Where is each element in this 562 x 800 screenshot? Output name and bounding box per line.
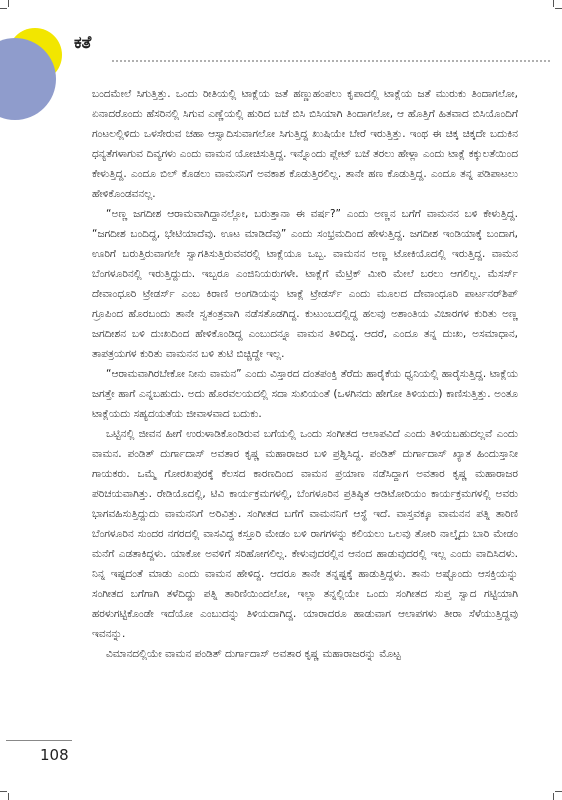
paragraph: “ಅಣ್ಣ ಜಗದೀಶ ಆರಾಮವಾಗಿದ್ದಾನಲ್ಲೋ, ಬರುತ್ತಾನಾ ಈ ವರ್ಷ?” ಎಂದು ಅಣ್ಣನ ಬಗೆಗೆ ವಾಮನನ ಬಳಿ ಕೇಳುತ್ತಿದ್ದ. “ಜಗದೀಶ ಬಂದಿದ್ದ, ಭೇಟಿಯಾದೆವು. ಊಟ ಮಾಡಿದೆವು” ಎಂದು ಸಂಭ್ರಮದಿಂದ ಹೇಳುತ್ತಿದ್ದ. ಜಗದೀಶ ಇಂಡಿಯಾಕ್ಕೆ ಬಂದಾಗ, ಊರಿಗೆ ಬರುತ್ತಿರುವಾಗಲೇ ಸ್ವಾಗತಿಸುತ್ತಿರುವವರಲ್ಲಿ ಟಾಕ್ಲೆಯೂ ಒಬ್ಬ. ವಾಮನನ ಅಣ್ಣ ಟೋಕಿಯೊದಲ್ಲಿ ಇರುತ್ತಿದ್ದ. ವಾಮನ ಬೆಂಗಳೂರಿನಲ್ಲಿ ಇರುತ್ತಿದ್ದುದು. ಇಬ್ಬರೂ ಎಂಜಿನಿಯರುಗಳೇ. ಟಾಕ್ಲೆಗೆ ಮೆಟ್ರಿಕ್ ಮೀರಿ ಮೇಲೆ ಬರಲು ಆಗಲಿಲ್ಲ. ಮೆಸರ್ಸ್ ದೇವಾಂಧೂರಿ ಟ್ರೇಡರ್ಸ್ ಎಂಬ ಕಿರಾಣಿ ಅಂಗಡಿಯನ್ನು ಟಾಕ್ಲೆ ಟ್ರೇಡರ್ಸ್ ಎಂದು ಮೂಲದ ದೇವಾಂಧೂರಿ ಪಾರ್ಟನರ್‌ಶಿಪ್ ಗ್ರೂಪಿಂದ ಹೊರಬಂದು ತಾನೇ ಸ್ವತಂತ್ರವಾಗಿ ನಡೆಸತೊಡಗಿದ್ದ. ಕುಟುಂಬದಲ್ಲಿದ್ದ ಹಲವು ಅಶಾಂತಿಯ ವಿಚಾರಗಳ ಕುರಿತು ಅಣ್ಣ ಜಗದೀಶನ ಬಳಿ ದುಃಖದಿಂದ ಹೇಳಿಕೊಂಡಿದ್ದ ಎಂಬುದನ್ನೂ ವಾಮನ ತಿಳಿದಿದ್ದ. ಆದರೆ, ಎಂದೂ ತನ್ನ ದುಃಖ, ಅಸಮಾಧಾನ, ತಾಪತ್ರಯಗಳ ಕುರಿತು ವಾಮನನ ಬಳಿ ತುಟಿ ಬಿಚ್ಚಿದ್ದೇ ಇಲ್ಲ. [92, 208, 518, 360]
page-number: 108 [40, 746, 69, 764]
crop-mark [0, 8, 7, 9]
story-body [92, 84, 518, 664]
section-title: ಕತೆ [74, 33, 92, 53]
crop-mark [555, 8, 562, 9]
footer-divider [6, 740, 72, 741]
paragraph: ವಿಮಾನದಲ್ಲಿಯೇ ವಾಮನ ಪಂಡಿತ್ ದುರ್ಗಾದಾಸ್ ಅವತಾರ ಕೃಷ್ಣ ಮಹಾರಾಜರನ್ನು ಮೊಟ್ಟ [106, 648, 401, 660]
crop-mark [553, 0, 554, 7]
crop-mark [8, 793, 9, 800]
paragraph: “ಆರಾಮವಾಗಿರಬೇಕೋ ನೀನು ವಾಮನ” ಎಂದು ವಿಸ್ತಾರದ ದಂತಪಂಕ್ತಿ ತೆರೆದು ಹಾರೈಕೆಯ ಧ್ವನಿಯಲ್ಲಿ ಹಾರೈಸುತ್ತಿದ್ದ. ಟಾಕ್ಲೆಯ ಜಗತ್ತೇ ಹಾಗೆ ಎನ್ನಬಹುದು. ಅದು ಹೊರವಲಯದಲ್ಲಿ ಸದಾ ಸುಖಿಯಂತೆ (ಒಳಗಿನದು ಹೇಗೋ ತಿಳಿಯದು) ಕಾಣಿಸುತ್ತಿತ್ತು. ಅಂತೂ ಟಾಕ್ಲೆಯದು ಸಹ್ಯದಯತೆಯ ಜೀವಾಳವಾದ ಬದುಕು. [92, 368, 518, 420]
crop-mark [553, 793, 554, 800]
crop-mark [0, 791, 7, 792]
paragraph: ಬಂದಮೇಲೆ ಸಿಗುತ್ತಿತ್ತು. ಒಂದು ರೀತಿಯಲ್ಲಿ ಟಾಕ್ಲೆಯ ಜತೆ ಹಣ್ಣುಹಂಪಲು ಕೃಪಾದಲ್ಲಿ ಟಾಕ್ಲೆಯ ಜತೆ ಮುರುಕು ತಿಂದಾಗಲೋ, ಏನಾದರೊಂದು ಹೆಸರಿನಲ್ಲಿ ಸಿಗುವ ಎಣ್ಣೆಯಲ್ಲಿ ಹುರಿದ ಬಜೆ ಬಿಸಿ ಬಿಸಿಯಾಗಿ ತಿಂದಾಗಲೋ, ಆ ಹೊತ್ತಿಗೆ ಹಿತವಾದ ಬಿಸಿಯೊಂದಿಗೆ ಗಂಟಲಲ್ಲಿಳಿದು ಒಳಸೇರುವ ಚಹಾ ಆಸ್ವಾದಿಸುವಾಗಲೋ ಸಿಗುತ್ತಿದ್ದ ಖುಷಿಯೇ ಬೇರೆ ಇರುತ್ತಿತ್ತು. ಇಂಥ ಈ ಚಿಕ್ಕ ಚಿಕ್ಕದೇ ಬದುಕಿನ ಧನ್ಯತೆಗಳಾಗುವ ದಿವ್ಯಗಳು ಎಂದು ವಾಮನ ಯೋಚಿಸುತ್ತಿದ್ದ. ಇನ್ನೊಂದು ಪ್ಲೇಟ್ ಬಜೆ ತರಲು ಹೇಳ್ಲಾ ಎಂದು ಟಾಕ್ಲೆ ಕಕ್ಕುಲತೆಯಿಂದ ಕೇಳುತ್ತಿದ್ದ. ಎಂದೂ ಬಿಲ್ ಕೊಡಲು ವಾಮನನಿಗೆ ಅವಕಾಶ ಕೊಡುತ್ತಿರಲಿಲ್ಲ. ತಾನೇ ಹಣ ಕೊಡುತ್ತಿದ್ದ. ಎಂದೂ ತನ್ನ ಪಡಿಪಾಟಲು ಹೇಳಿಕೊಂಡವನಲ್ಲ. [92, 88, 518, 200]
crop-mark [8, 0, 9, 7]
header-dotted-divider [112, 60, 550, 62]
paragraph: ಒಟ್ಟಿನಲ್ಲಿ ಜೀವನ ಹೀಗೆ ಉರುಳಾಡಿಕೊಂಡಿರುವ ಬಗೆಯಲ್ಲಿ ಒಂದು ಸಂಗೀತದ ಆಲಾಪವಿದೆ ಎಂದು ತಿಳಿಯಬಹುದಲ್ಲವೆ ಎಂದು ವಾಮನ. ಪಂಡಿತ್ ದುರ್ಗಾದಾಸ್ ಅವತಾರ ಕೃಷ್ಣ ಮಹಾರಾಜರ ಬಳಿ ಪ್ರಶ್ನಿಸಿದ್ದ. ಪಂಡಿತ್ ದುರ್ಗಾದಾಸ್ ಖ್ಯಾತ ಹಿಂದುಸ್ತಾನೀ ಗಾಯಕರು. ಒಮ್ಮೆ ಗೋರಖಪುರಕ್ಕೆ ಕೆಲಸದ ಕಾರಣದಿಂದ ವಾಮನ ಪ್ರಯಾಣ ನಡೆಸಿದ್ದಾಗ ಅವತಾರ ಕೃಷ್ಣ ಮಹಾರಾಜರ ಪರಿಚಯವಾಗಿತ್ತು. ರೇಡಿಯೊದಲ್ಲಿ, ಟಿವಿ ಕಾರ್ಯಕ್ರಮಗಳಲ್ಲಿ, ಬೆಂಗಳೂರಿನ ಪ್ರತಿಷ್ಠಿತ ಆಡಿಟೋರಿಯಂ ಕಾರ್ಯಕ್ರಮಗಳಲ್ಲಿ ಅವರು ಭಾಗವಹಿಸುತ್ತಿದ್ದುದು ವಾಮನನಿಗೆ ಅರಿವಿತ್ತು. ಸಂಗೀತದ ಬಗೆಗೆ ವಾಮನನಿಗೆ ಆಸ್ಥೆ ಇದೆ. ವಾಸ್ತವಕ್ಕೂ ವಾಮನನ ಪತ್ನಿ ತಾರಿಣಿ ಬೆಂಗಳೂರಿನ ಸುಂದರ ನಗರದಲ್ಲಿ ವಾಸವಿದ್ದ ಕಸ್ತೂರಿ ಮೇಡಂ ಬಳಿ ರಾಗಗಳನ್ನು ಕಲಿಯಲು ಒಲವು ತೋರಿ ನಾಲ್ಕೈದು ಬಾರಿ ಮೇಡಂ ಮನೆಗೆ ಎಡತಾಕಿದ್ದಳು. ಯಾಕೋ ಅವಳಿಗೆ ಸರಿಹೋಗಲಿಲ್ಲ. ಕೇಳುವುದರಲ್ಲಿನ ಆನಂದ ಹಾಡುವುದರಲ್ಲಿ ಇಲ್ಲ ಎಂದು ವಾದಿಸಿದಳು. ನಿನ್ನ ಇಷ್ಟದಂತೆ ಮಾಡು ಎಂದು ವಾಮನ ಹೇಳಿದ್ದ. ಆದರೂ ತಾನೇ ತನ್ನಷ್ಟಕ್ಕೆ ಹಾಡುತ್ತಿದ್ದಳು. ತಾನು ಅಷ್ಟೊಂದು ಆಸಕ್ತಿಯನ್ನು ಸಂಗೀತದ ಬಗೆಗಾಗಿ ತಳೆದಿದ್ದು ಪತ್ನಿ ತಾರಿಣಿಯಿಂದಲೋ, ಇಲ್ಲಾ ತನ್ನಲ್ಲಿಯೇ ಒಂದು ಸಂಗೀತದ ಸುಪ್ತ ಸ್ವಾದ ಗಟ್ಟಿಯಾಗಿ ಹರಳುಗಟ್ಟಿಕೊಂಡೇ ಇದೆಯೋ ಎಂಬುದನ್ನು ತಿಳಿಯದಾಗಿದ್ದ. ಯಾರಾದರೂ ಹಾಡುವಾಗ ಆಲಾಪಗಳು ತೀರಾ ಸೆಳೆಯುತ್ತಿದ್ದವು ಇವನನ್ನು. [92, 428, 518, 640]
crop-mark [555, 791, 562, 792]
